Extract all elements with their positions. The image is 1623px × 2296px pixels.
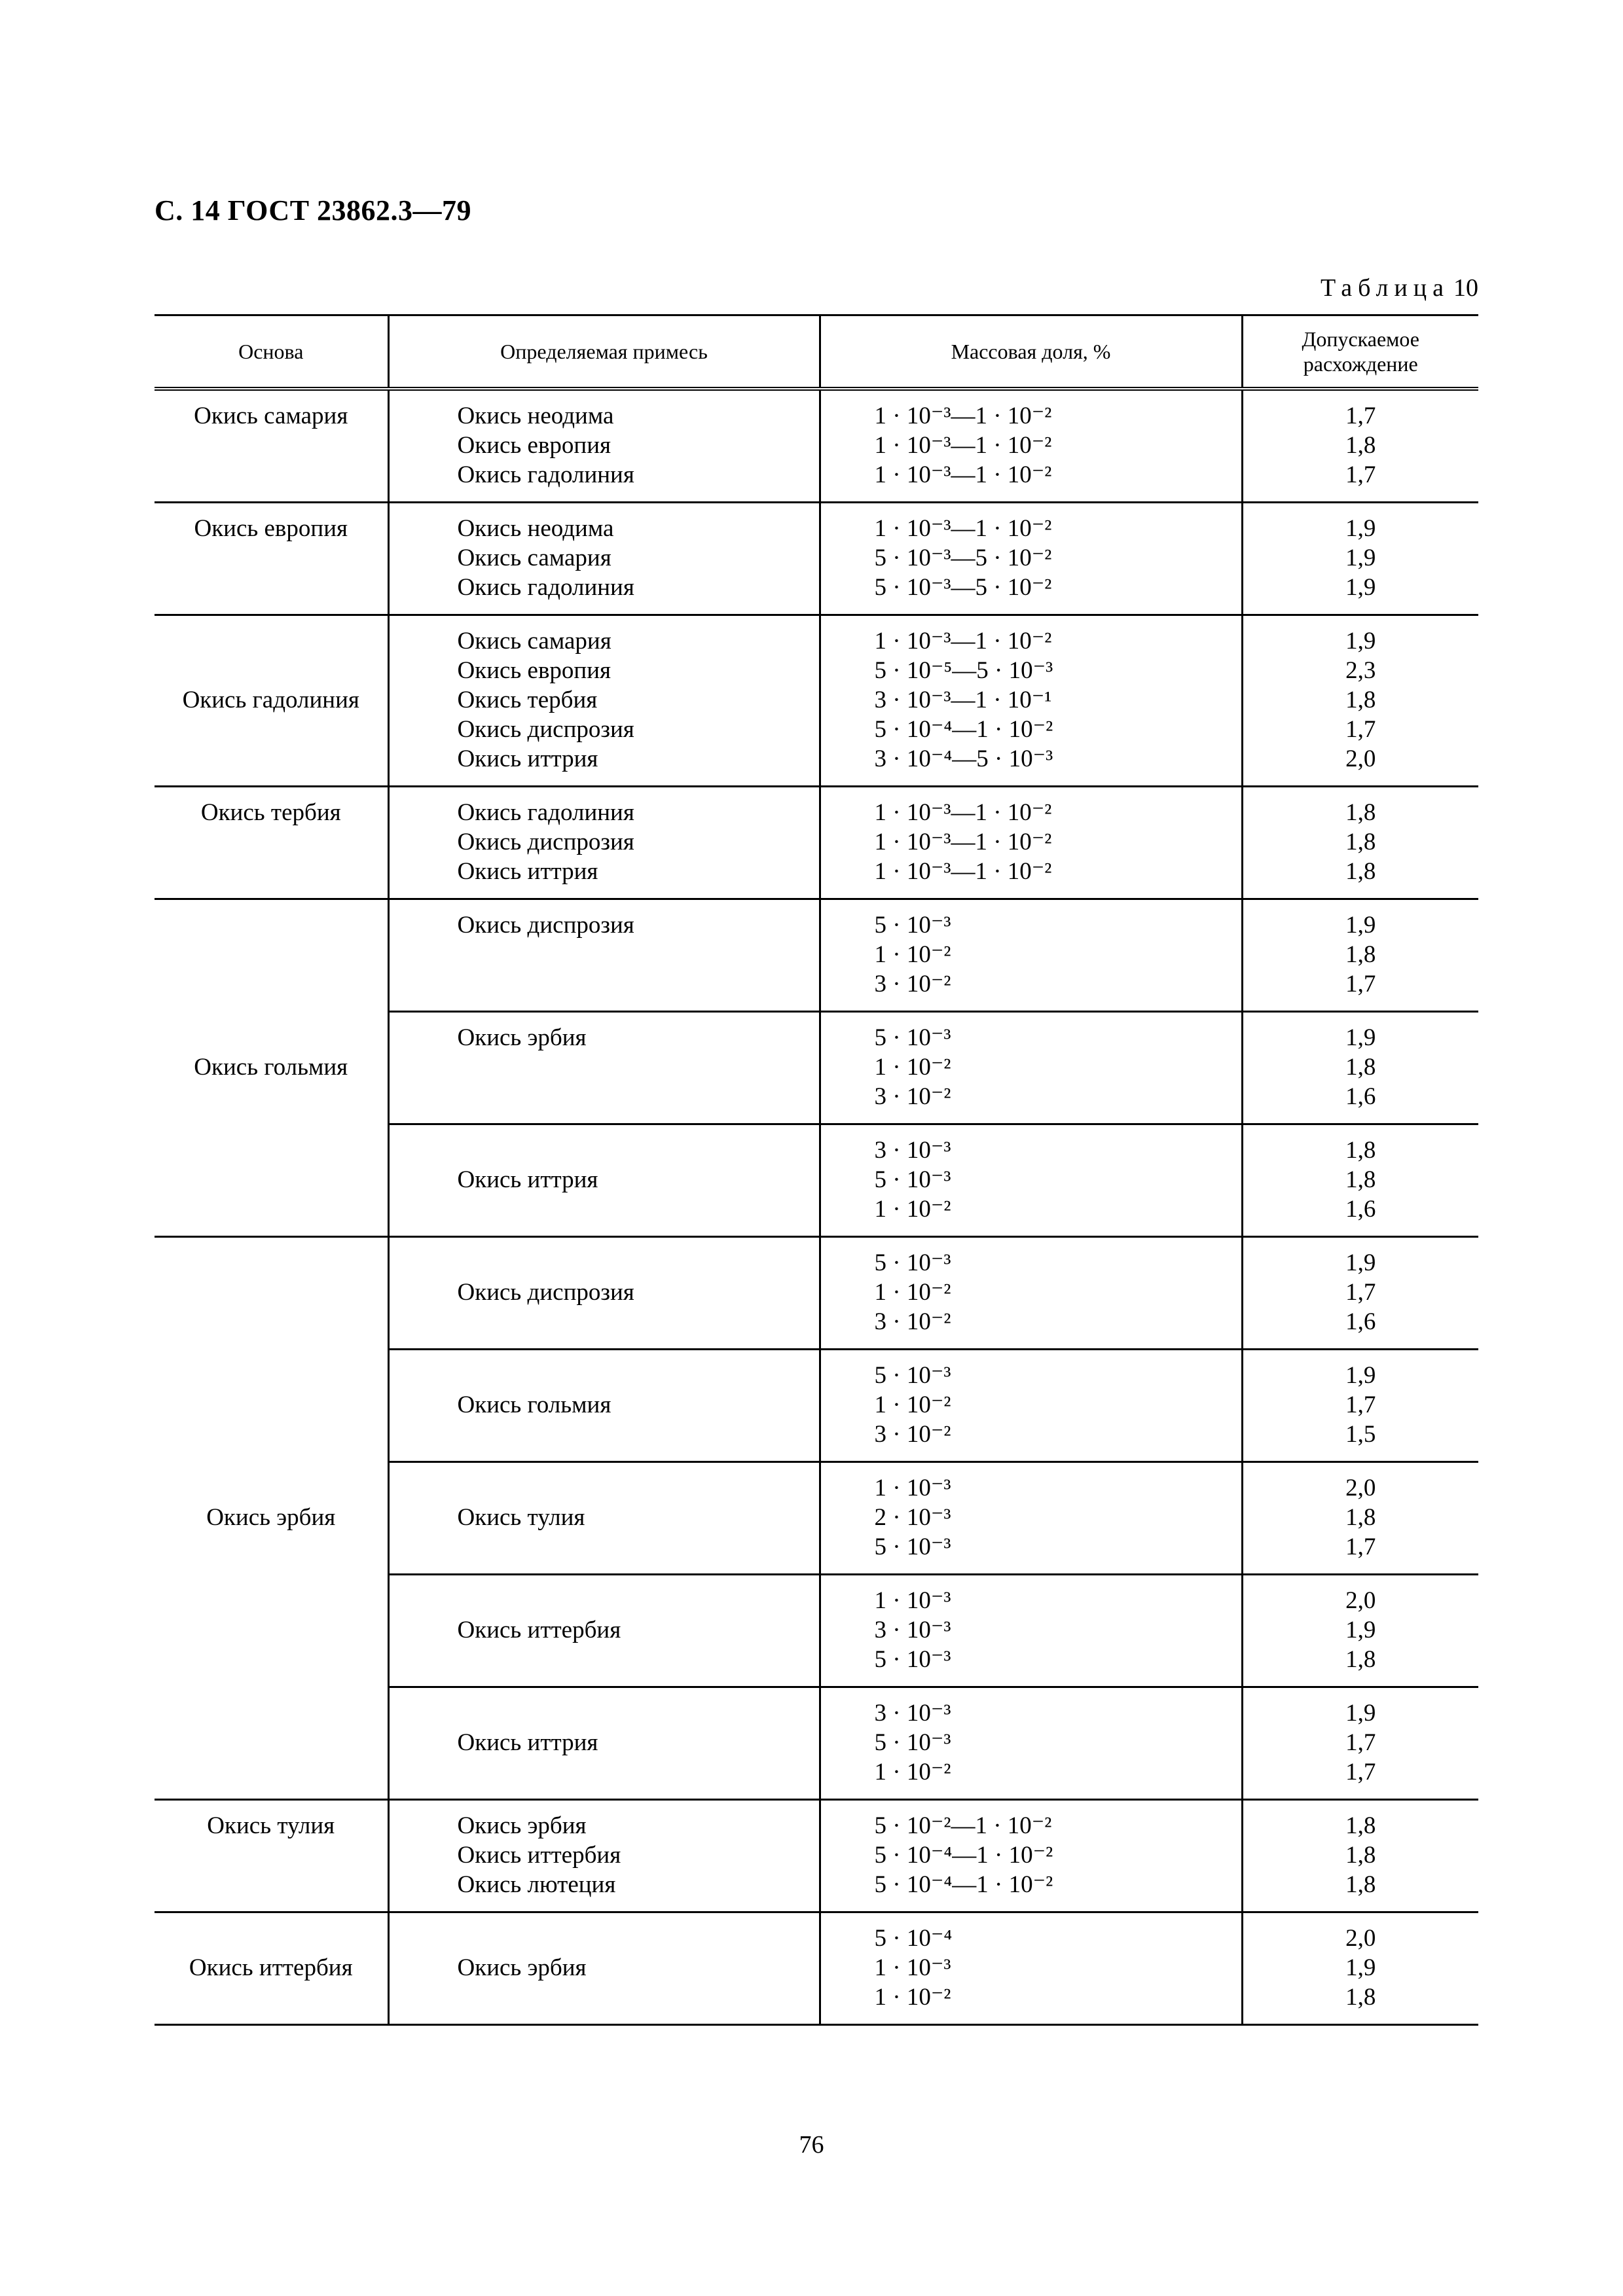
delta-cell-line: 1,8 (1345, 858, 1376, 885)
delta-cell-line: 2,0 (1345, 1925, 1376, 1952)
table-row (155, 1237, 1478, 1350)
impurity-cell: Окись диспрозия (388, 899, 820, 1012)
delta-cell (1242, 1912, 1478, 2025)
column-header-base: Основа (155, 315, 388, 389)
delta-cell-line: 1,9 (1345, 545, 1376, 571)
delta-cell (1242, 1237, 1478, 1350)
delta-cell-line: 1,9 (1345, 1024, 1376, 1051)
mass-cell-line: 5 · 10⁻³ (874, 1166, 951, 1193)
delta-cell (1242, 615, 1478, 787)
mass-cell-line: 3 · 10⁻⁴—5 · 10⁻³ (874, 745, 1053, 772)
delta-cell (1242, 389, 1478, 503)
delta-cell (1242, 1012, 1478, 1124)
table-row (155, 787, 1478, 899)
mass-cell-line: 1 · 10⁻² (874, 1391, 951, 1418)
base-cell: Окись самария (155, 389, 388, 503)
mass-cell (820, 615, 1242, 787)
impurity-cell (388, 503, 820, 615)
mass-cell-line: 1 · 10⁻² (874, 1196, 951, 1223)
base-cell: Окись гадолиния (155, 615, 388, 787)
table-row (155, 389, 1478, 503)
delta-cell-line: 1,8 (1345, 1054, 1376, 1081)
delta-cell-line: 1,7 (1345, 1729, 1376, 1756)
base-cell: Окись европия (155, 503, 388, 615)
table-header-row (155, 315, 1478, 389)
table-caption (1321, 274, 1478, 302)
delta-cell-line: 1,8 (1345, 829, 1376, 855)
delta-cell (1242, 787, 1478, 899)
impurity-cell-line: Окись диспрозия (457, 716, 634, 743)
mass-cell-line: 3 · 10⁻² (874, 1083, 951, 1110)
table-row (155, 503, 1478, 615)
delta-cell-line: 1,9 (1345, 574, 1376, 601)
base-cell: Окись тербия (155, 787, 388, 899)
mass-cell-line: 1 · 10⁻³—1 · 10⁻² (874, 628, 1052, 655)
impurity-cell-line: Окись иттрия (457, 745, 598, 772)
delta-cell-line: 1,8 (1345, 1166, 1376, 1193)
impurity-cell-line: Окись самария (457, 628, 611, 655)
delta-cell-line: 1,8 (1345, 687, 1376, 713)
delta-cell-line: 1,7 (1345, 1391, 1376, 1418)
mass-cell-line: 5 · 10⁻³ (874, 1534, 951, 1560)
delta-cell-line: 1,8 (1345, 1812, 1376, 1839)
impurity-cell (388, 615, 820, 787)
table-body (155, 389, 1478, 2025)
mass-cell-line: 1 · 10⁻³—1 · 10⁻² (874, 432, 1052, 459)
delta-cell-line: 1,7 (1345, 716, 1376, 743)
delta-cell-line: 1,8 (1345, 1137, 1376, 1164)
impurity-cell-line: Окись диспрозия (457, 829, 634, 855)
mass-cell (820, 1012, 1242, 1124)
mass-cell-line: 5 · 10⁻⁴—1 · 10⁻² (874, 1871, 1053, 1898)
mass-cell-line: 1 · 10⁻³—1 · 10⁻² (874, 799, 1052, 826)
delta-cell-line: 1,9 (1345, 1362, 1376, 1389)
impurity-cell (388, 787, 820, 899)
delta-cell-line: 1,8 (1345, 1871, 1376, 1898)
impurity-cell-line: Окись европия (457, 657, 611, 684)
mass-cell-line: 1 · 10⁻² (874, 1054, 951, 1081)
impurity-cell: Окись эрбия (388, 1012, 820, 1124)
delta-cell-line: 1,9 (1345, 912, 1376, 939)
impurity-cell-line: Окись тербия (457, 687, 598, 713)
delta-cell-line: 1,8 (1345, 941, 1376, 968)
impurity-cell-line: Окись иттрия (457, 858, 598, 885)
data-table (155, 314, 1478, 2026)
mass-cell-line: 1 · 10⁻³—1 · 10⁻² (874, 403, 1052, 429)
mass-cell-line: 1 · 10⁻² (874, 1759, 951, 1785)
table-row (155, 615, 1478, 787)
mass-cell-line: 5 · 10⁻³ (874, 1024, 951, 1051)
impurity-cell (388, 1800, 820, 1912)
page-header: С. 14 ГОСТ 23862.3—79 (155, 194, 472, 226)
delta-cell-line: 1,5 (1345, 1421, 1376, 1448)
mass-cell (820, 1687, 1242, 1800)
mass-cell (820, 899, 1242, 1012)
mass-cell-line: 3 · 10⁻³—1 · 10⁻¹ (874, 687, 1052, 713)
mass-cell-line: 3 · 10⁻³ (874, 1137, 951, 1164)
table-row (155, 1800, 1478, 1912)
impurity-cell-line: Окись гадолиния (457, 574, 634, 601)
mass-cell-line: 5 · 10⁻⁴ (874, 1925, 953, 1952)
delta-cell (1242, 1350, 1478, 1462)
table-row (155, 899, 1478, 1012)
delta-cell-line: 1,9 (1345, 628, 1376, 655)
delta-cell-line: 1,9 (1345, 1617, 1376, 1643)
mass-cell (820, 1124, 1242, 1237)
delta-cell-line: 1,9 (1345, 515, 1376, 542)
delta-cell (1242, 1687, 1478, 1800)
mass-cell (820, 1462, 1242, 1575)
table-caption-number: 10 (1453, 274, 1478, 302)
delta-cell-line: 1,7 (1345, 1759, 1376, 1785)
mass-cell-line: 5 · 10⁻³ (874, 912, 951, 939)
table-caption-label: Таблица (1320, 274, 1450, 302)
delta-cell-line: 2,3 (1345, 657, 1376, 684)
mass-cell (820, 1575, 1242, 1687)
delta-cell (1242, 503, 1478, 615)
delta-cell-line: 1,7 (1345, 403, 1376, 429)
mass-cell-line: 1 · 10⁻² (874, 941, 951, 968)
impurity-cell: Окись эрбия (388, 1912, 820, 2025)
delta-cell-line: 1,8 (1345, 1646, 1376, 1673)
delta-cell (1242, 1462, 1478, 1575)
delta-cell-line: 1,6 (1345, 1083, 1376, 1110)
mass-cell-line: 5 · 10⁻³ (874, 1729, 951, 1756)
mass-cell-line: 1 · 10⁻³—1 · 10⁻² (874, 829, 1052, 855)
mass-cell-line: 5 · 10⁻⁴—1 · 10⁻² (874, 716, 1053, 743)
base-cell: Окись эрбия (155, 1237, 388, 1800)
delta-cell-line: 1,7 (1345, 1279, 1376, 1306)
impurity-cell-line: Окись неодима (457, 403, 614, 429)
base-cell: Окись тулия (155, 1800, 388, 1912)
mass-cell-line: 5 · 10⁻³ (874, 1362, 951, 1389)
mass-cell-line: 5 · 10⁻⁴—1 · 10⁻² (874, 1842, 1053, 1869)
impurity-cell: Окись иттрия (388, 1124, 820, 1237)
delta-cell-line: 2,0 (1345, 1587, 1376, 1614)
column-header-impurity: Определяемая примесь (388, 315, 820, 389)
impurity-cell-line: Окись гадолиния (457, 461, 634, 488)
base-cell: Окись иттербия (155, 1912, 388, 2025)
mass-cell (820, 1237, 1242, 1350)
delta-cell-line: 1,8 (1345, 1842, 1376, 1869)
mass-cell-line: 5 · 10⁻⁵—5 · 10⁻³ (874, 657, 1053, 684)
page-number: 76 (799, 2131, 824, 2159)
delta-cell (1242, 1124, 1478, 1237)
mass-cell (820, 1912, 1242, 2025)
delta-cell-line: 1,8 (1345, 432, 1376, 459)
delta-cell (1242, 899, 1478, 1012)
impurity-cell: Окись диспрозия (388, 1237, 820, 1350)
impurity-cell-line: Окись европия (457, 432, 611, 459)
mass-cell-line: 1 · 10⁻² (874, 1279, 951, 1306)
impurity-cell: Окись тулия (388, 1462, 820, 1575)
delta-cell-line: 1,6 (1345, 1308, 1376, 1335)
delta-cell (1242, 1575, 1478, 1687)
column-header-delta: Допускаемое расхождение (1242, 315, 1478, 389)
mass-cell-line: 1 · 10⁻² (874, 1984, 951, 2011)
mass-cell-line: 3 · 10⁻³ (874, 1617, 951, 1643)
delta-cell-line: 1,9 (1345, 1700, 1376, 1727)
mass-cell-line: 1 · 10⁻³ (874, 1587, 951, 1614)
mass-cell-line: 5 · 10⁻³ (874, 1249, 951, 1276)
delta-cell-line: 1,9 (1345, 1954, 1376, 1981)
impurity-cell: Окись иттрия (388, 1687, 820, 1800)
impurity-cell-line: Окись эрбия (457, 1812, 587, 1839)
mass-cell-line: 1 · 10⁻³—1 · 10⁻² (874, 858, 1052, 885)
mass-cell-line: 3 · 10⁻² (874, 1308, 951, 1335)
base-cell: Окись гольмия (155, 899, 388, 1237)
mass-cell-line: 5 · 10⁻²—1 · 10⁻² (874, 1812, 1052, 1839)
impurity-cell-line: Окись иттербия (457, 1842, 621, 1869)
impurity-cell: Окись иттербия (388, 1575, 820, 1687)
delta-cell-line: 1,6 (1345, 1196, 1376, 1223)
impurity-cell (388, 389, 820, 503)
impurity-cell: Окись гольмия (388, 1350, 820, 1462)
mass-cell-line: 5 · 10⁻³ (874, 1646, 951, 1673)
mass-cell-line: 3 · 10⁻² (874, 971, 951, 997)
delta-cell-line: 1,8 (1345, 1504, 1376, 1531)
mass-cell-line: 5 · 10⁻³—5 · 10⁻² (874, 545, 1052, 571)
mass-cell (820, 1800, 1242, 1912)
delta-cell-line: 1,7 (1345, 971, 1376, 997)
impurity-cell-line: Окись лютеция (457, 1871, 616, 1898)
delta-cell-line: 2,0 (1345, 1475, 1376, 1501)
impurity-cell-line: Окись самария (457, 545, 611, 571)
mass-cell-line: 3 · 10⁻² (874, 1421, 951, 1448)
delta-cell-line: 1,7 (1345, 461, 1376, 488)
impurity-cell-line: Окись гадолиния (457, 799, 634, 826)
delta-cell-line: 1,8 (1345, 799, 1376, 826)
mass-cell (820, 503, 1242, 615)
mass-cell (820, 1350, 1242, 1462)
delta-cell-line: 2,0 (1345, 745, 1376, 772)
mass-cell (820, 787, 1242, 899)
mass-cell-line: 3 · 10⁻³ (874, 1700, 951, 1727)
mass-cell-line: 1 · 10⁻³—1 · 10⁻² (874, 461, 1052, 488)
delta-cell-line: 1,7 (1345, 1534, 1376, 1560)
mass-cell-line: 1 · 10⁻³ (874, 1475, 951, 1501)
table-row (155, 1912, 1478, 2025)
mass-cell-line: 5 · 10⁻³—5 · 10⁻² (874, 574, 1052, 601)
mass-cell-line: 1 · 10⁻³ (874, 1954, 951, 1981)
impurity-cell-line: Окись неодима (457, 515, 614, 542)
delta-cell-line: 1,9 (1345, 1249, 1376, 1276)
mass-cell-line: 2 · 10⁻³ (874, 1504, 951, 1531)
delta-cell (1242, 1800, 1478, 1912)
mass-cell-line: 1 · 10⁻³—1 · 10⁻² (874, 515, 1052, 542)
mass-cell (820, 389, 1242, 503)
delta-cell-line: 1,8 (1345, 1984, 1376, 2011)
column-header-mass: Массовая доля, % (820, 315, 1242, 389)
